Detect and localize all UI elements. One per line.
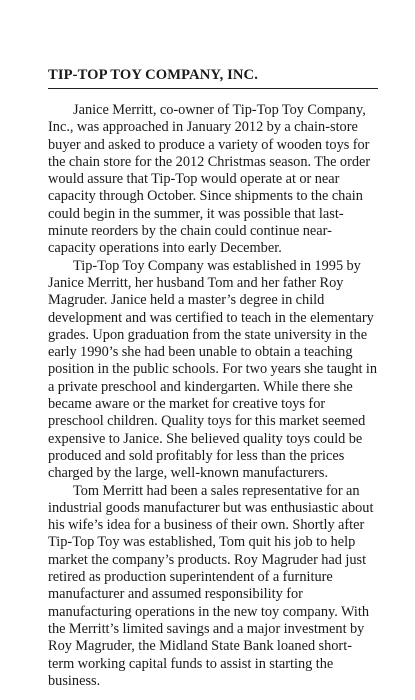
paragraph-1: Janice Merritt, co-owner of Tip-Top Toy Company, Inc., was approached in January 2012 by a chain-store buyer and asked to produce a variety of wooden toys for the chain store for the 2012 Christmas season. The order would assure that Tip-Top would operate at or near capacity through October. Since shipments to the chain could begin in the summer, it was possible that last-minute reorders by the chain could continue near-capacity operations into early December. [48, 102, 371, 257]
title-divider [48, 88, 378, 89]
document-title: TIP-TOP TOY COMPANY, INC. [48, 67, 258, 83]
paragraph-2: Tip-Top Toy Company was established in 1995 by Janice Merritt, her husband Tom and her father Roy Magruder. Janice held a master’s degree in child development and was certified to teach in the elementary grades. Upon graduation from the state university in the early 1990’s she had been unable to obtain a teaching position in the public schools. For two years she taught in a private preschool and kindergarten. While there she became aware or the market for creative toys for preschool children. Quality toys for this market seemed expensive to Janice. She believed quality toys could be produced and sold profitably for less than the prices charged by the large, well-known manufacturers. [48, 257, 378, 482]
document-page [48, 66, 378, 690]
paragraph-3: Tom Merritt had been a sales representative for an industrial goods manufacturer but was enthusiastic about his wife’s idea for a business of their own. Shortly after Tip-Top Toy was established, Tom quit his job to help market the company’s products. Roy Magruder had just retired as production superintendent of a furniture manufacturer and assumed responsibility for manufacturing operations in the new toy company. With the Merritt’s limited savings and a major investment by Roy Magruder, the Midland State Bank loaned short-term working capital funds to assist in starting the business. [48, 482, 374, 689]
